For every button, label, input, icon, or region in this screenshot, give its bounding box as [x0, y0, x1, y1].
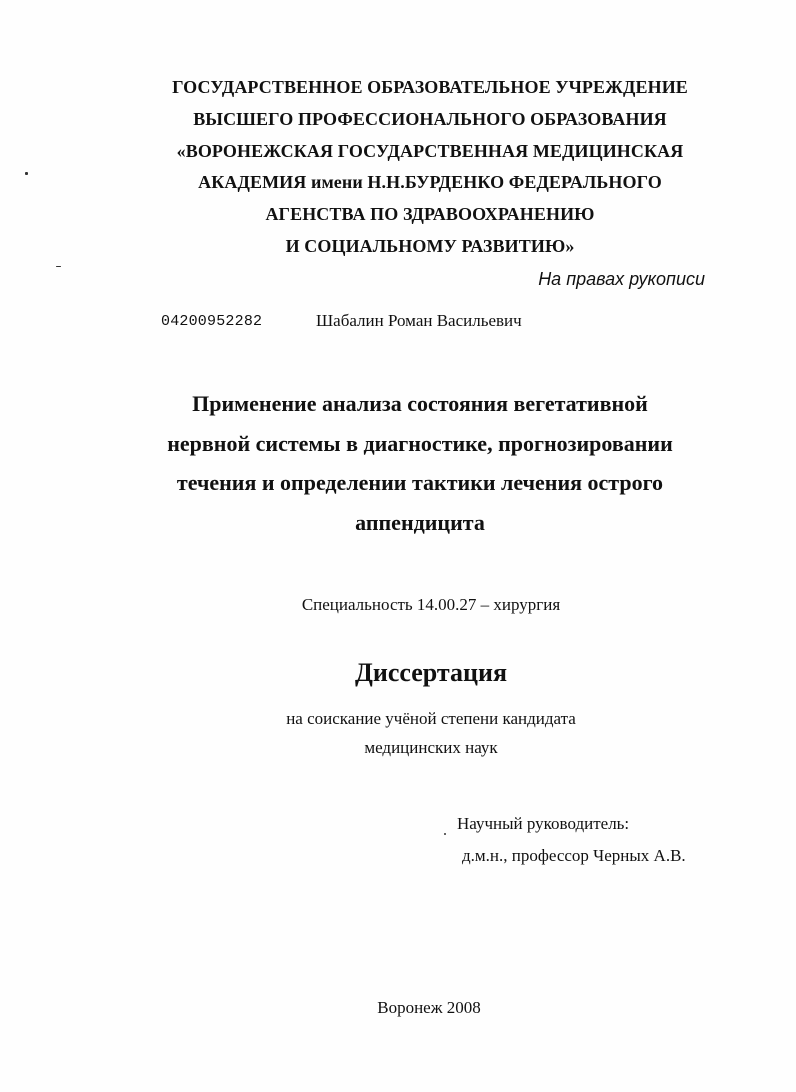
title-line: аппендицита [355, 509, 485, 535]
scan-speck [444, 833, 446, 835]
degree-line: медицинских наук [364, 738, 498, 757]
author-name: Шабалин Роман Васильевич [316, 311, 522, 330]
institution-line: И СОЦИАЛЬНОМУ РАЗВИТИЮ» [285, 235, 575, 256]
dissertation-title [110, 384, 730, 542]
city-year: Воронеж 2008 [377, 998, 481, 1017]
institution-line: АГЕНСТВА ПО ЗДРАВООХРАНЕНИЮ [265, 204, 595, 225]
title-line: Применение анализа состояния вегетативной [192, 391, 648, 416]
degree-statement [0, 704, 796, 762]
institution-line: ВЫСШЕГО ПРОФЕССИОНАЛЬНОГО ОБРАЗОВАНИЯ [193, 108, 667, 129]
institution-line: ГОСУДАРСТВЕННОЕ ОБРАЗОВАТЕЛЬНОЕ УЧРЕЖДЕНИЕ [172, 77, 688, 97]
title-line: нервной системы в диагностике, прогнозировании [167, 430, 673, 456]
scan-speck [56, 266, 61, 267]
scan-speck [25, 172, 28, 175]
institution-line: АКАДЕМИЯ имени Н.Н.БУРДЕНКО ФЕДЕРАЛЬНОГО [198, 172, 662, 193]
registration-number: 04200952282 [161, 313, 263, 330]
manuscript-rights-note: На правах рукописи [538, 269, 705, 289]
supervisor-label: Научный руководитель: [457, 814, 630, 833]
supervisor-name: д.м.н., профессор Черных А.В. [462, 846, 686, 865]
title-line: течения и определении тактики лечения острого [176, 470, 664, 495]
institution-line: «ВОРОНЕЖСКАЯ ГОСУДАРСТВЕННАЯ МЕДИЦИНСКАЯ [176, 140, 684, 161]
specialty: Специальность 14.00.27 – хирургия [301, 595, 561, 614]
degree-line: на соискание учёной степени кандидата [286, 709, 576, 728]
institution-header [60, 72, 796, 263]
document-type: Диссертация [354, 658, 508, 687]
